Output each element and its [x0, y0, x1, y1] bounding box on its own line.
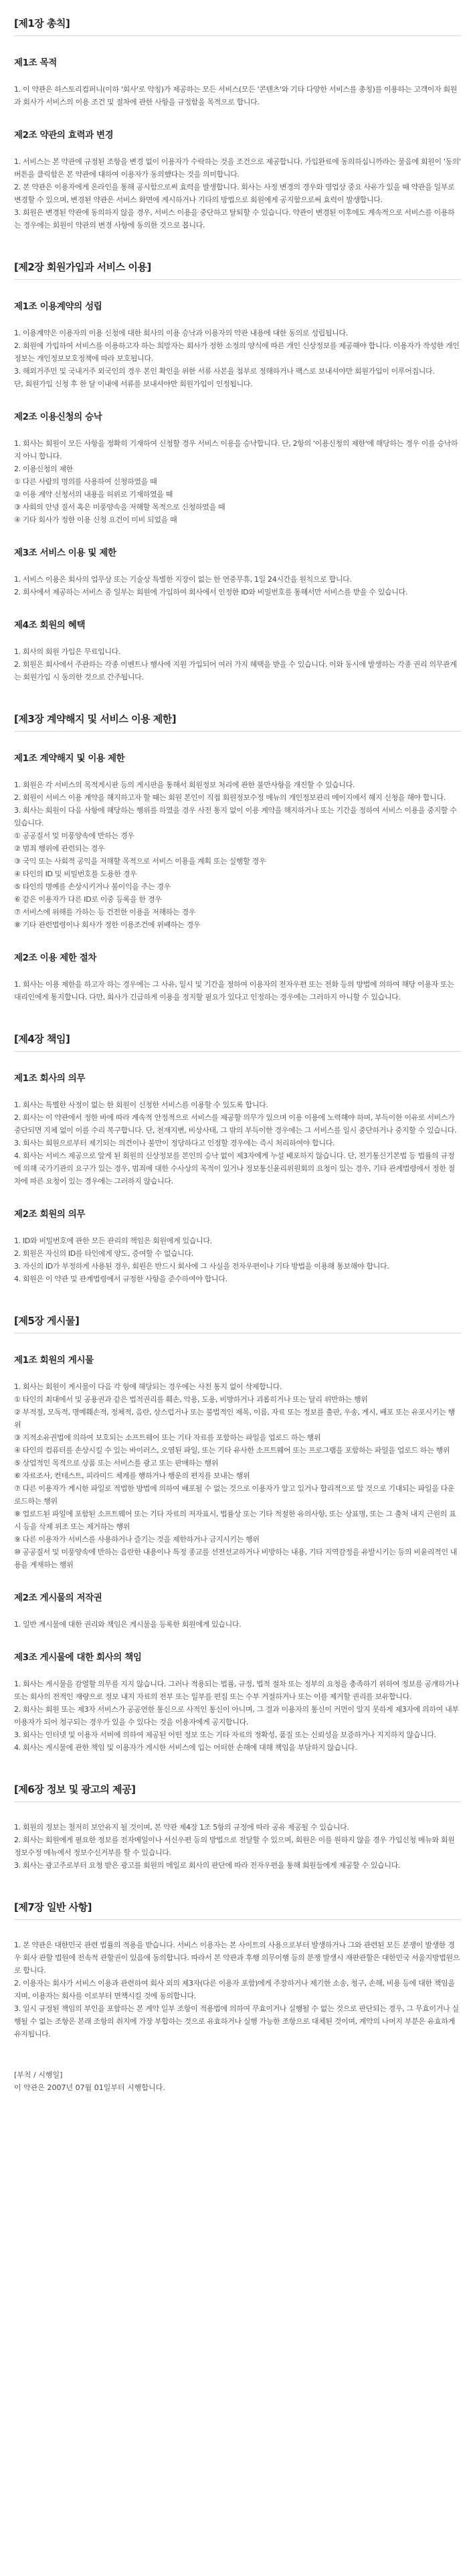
- article-paragraph: ⑤ 타인의 명예를 손상시키거나 불이익을 주는 경우: [14, 882, 171, 891]
- article-body: [14, 779, 461, 931]
- article-paragraph: 2. 회사는 회원에게 필요한 정보를 전자메일이나 서신우편 등의 방법으로 전달할 수 있으며, 회원은 이를 원하지 않을 경우 가입신청 메뉴와 회원정보수정 메뉴에서 정보수신거부를 할 수 있습니다.: [14, 1836, 455, 1857]
- article-paragraph: 3. 회사는 광고주로부터 요청 받은 광고를 회원의 메일로 회사의 판단에 따라 전자우편을 통해 회원들에게 제공할 수 있습니다.: [14, 1861, 401, 1870]
- article-paragraph: 3. 해외거주민 및 국내거주 외국인의 경우 본인 확인을 위한 서류 사본을 첨부로 정해하거나 팩스로 보내셔야만 회원가입이 이루어집니다.: [14, 367, 435, 376]
- chapter-6: [14, 1782, 461, 1872]
- article-paragraph: 1. 회사는 특별한 사정이 없는 한 회원이 신청한 서비스를 이용할 수 있도록 합니다.: [14, 1101, 268, 1109]
- article-paragraph: 2. 이용자는 회사가 서비스 이용과 관련하여 회사 외의 제3자(다른 이용자 포함)에게 주장하거나 제기한 소송, 청구, 손해, 비용 등에 대한 책임을 지며, 이용자는 회사를 이로부터 면책시킬 것에 동의합니다.: [14, 1979, 455, 2000]
- article: [14, 1939, 461, 2040]
- article-body: [14, 1939, 461, 2040]
- article-title: 제1조 계약해지 및 이용 제한: [14, 753, 125, 764]
- chapter-3: [14, 712, 461, 1003]
- article-paragraph: 1. 회사는 회원이 모든 사항을 정확히 기재하여 신청할 경우 서비스 이용을 승낙합니다. 단, 2항의 '이용신청의 제한'에 해당하는 경우 이를 승낙하지 아니 합니다.: [14, 439, 458, 461]
- article-title: 제2조 약관의 효력과 변경: [14, 130, 114, 141]
- article-title: 제2조 게시물의 저작권: [14, 1593, 102, 1603]
- article-paragraph: 1. 회사는 게시물을 감열할 의무를 지지 않습니다. 그러나 적용되는 법률, 규정, 법적 절차 또는 정부의 요청을 충족하기 위하여 정보를 공개하거나 또는 회사의 전적인 재량으로 정보 내지 자료의 전부 또는 일부를 편집 또는 수부 거절하거나 또는 이를 제거할 권리를 보유합니다.: [14, 1680, 459, 1701]
- article-paragraph: 1. 회사의 회원 가입은 무료입니다.: [14, 647, 121, 656]
- article-paragraph: ⑦ 다른 이용자가 게시한 파일로 적법한 방법에 의하여 배포될 수 없는 것으로 이용자가 알고 있거나 합리적으로 알 것으로 기대되는 파일을 다운로드하는 행위: [14, 1484, 455, 1506]
- article: [14, 1352, 461, 1571]
- article-paragraph: 3. 회사는 회원이 다음 사항에 해당하는 행위를 하였을 경우 사전 통지 없이 이용 계약을 해지하거나 또는 기간을 정하여 서비스 이용을 중지할 수 있습니다.: [14, 806, 457, 827]
- article-paragraph: ① 다른 사람의 명의를 사용하여 신청하였을 때: [14, 477, 157, 486]
- article-paragraph: ③ 지적소유권법에 의하여 보호되는 소프트웨어 또는 기타 자료를 포함하는 파일을 업로드 하는 행위: [14, 1433, 321, 1442]
- chapter-7: [14, 1900, 461, 2040]
- article: [14, 617, 461, 683]
- article-paragraph: 1. 일반 게시물에 대한 권리와 책임은 게시물을 등록한 회원에게 있습니다.: [14, 1620, 242, 1629]
- article-paragraph: ② 이용 계약 신청서의 내용을 허위로 기재하였을 때: [14, 490, 173, 499]
- article-paragraph: 1. 서비스는 본 약관에 규정된 조항을 변경 없이 이용자가 수락하는 것을 조건으로 제공합니다. 가입완료에 동의하십니까라는 물음에 회원이 '동의' 버튼을 클릭함은 본 약관에 대하여 이용자가 동의했다는 것을 의미합니다.: [14, 157, 461, 179]
- article-paragraph: 1. 이용계약은 이용자의 이용 신청에 대한 회사의 이용 승낙과 이용자의 약관 내용에 대한 동의로 성립됩니다.: [14, 329, 348, 337]
- article-title: 제2조 회원의 의무: [14, 1209, 86, 1220]
- article: [14, 127, 461, 232]
- chapter-title: [제1장 총칙]: [14, 16, 461, 36]
- article-title: 제1조 회사의 의무: [14, 1073, 86, 1084]
- chapter-5: [14, 1313, 461, 1754]
- article: [14, 1649, 461, 1754]
- article-body: [14, 1234, 461, 1285]
- article-paragraph: 2. 회원은 회사에서 주관하는 각종 이벤트나 행사에 지원 가입되어 여러 가지 혜택을 받을 수 있습니다. 이와 동시에 발생하는 각종 권리 의무관계는 회원가입 시 동의한 것으로 간주됩니다.: [14, 660, 457, 681]
- article: [14, 1070, 461, 1188]
- article-body: [14, 1678, 461, 1754]
- article-paragraph: 3. 자신의 ID가 부정하게 사용된 경우, 회원은 반드시 회사에 그 사실을 전자우편이나 기타 방법을 이용해 통보해야 합니다.: [14, 1262, 389, 1271]
- article: [14, 1821, 461, 1872]
- article-paragraph: 1. ID와 비밀번호에 관한 모든 관리의 책임은 회원에게 있습니다.: [14, 1236, 212, 1245]
- article-body: [14, 1618, 461, 1631]
- article-paragraph: 단, 회원가입 신청 후 한 달 이내에 서류를 보내셔야만 회원가입이 인정됩니다.: [14, 380, 253, 388]
- article-paragraph: ③ 사회의 안녕 질서 혹은 미풍양속을 저해할 목적으로 신청하였을 때: [14, 503, 225, 511]
- article: [14, 950, 461, 1003]
- article-body: [14, 573, 461, 598]
- article-paragraph: 3. 회원은 변경된 약관에 동의하지 않을 경우, 서비스 이용을 중단하고 탈퇴할 수 있습니다. 약관이 변경된 이후에도 계속적으로 서비스를 이용하는 경우에는 회원이 약관의 변경 사항에 동의한 것으로 봅니다.: [14, 208, 455, 230]
- chapter-title: [제6장 정보 및 광고의 제공]: [14, 1782, 461, 1802]
- chapter-1: [14, 16, 461, 232]
- article-paragraph: ⑨ 다른 이용자가 서비스를 사용하거나 즐기는 것을 제한하거나 금지시키는 행위: [14, 1535, 260, 1544]
- article-title: 제4조 회원의 혜택: [14, 620, 86, 631]
- article-paragraph: ③ 국익 또는 사회적 공익을 저해할 목적으로 서비스 이용을 계획 또는 실행할 경우: [14, 857, 266, 866]
- article-body: [14, 83, 461, 108]
- article-paragraph: 2. 본 약관은 이용자에게 온라인을 통해 공시함으로써 효력을 발생합니다. 회사는 사정 변경의 경우와 영업상 중요 사유가 있을 때 약관을 일부로 변경할 수 있으며, 변경된 약관은 서비스 화면에 게시하거나 기타의 방법으로 회원에게 공지함으로써 효력이 발생합니다.: [14, 183, 455, 204]
- article-paragraph: 3. 일시 규정된 책임의 부인을 포함하는 본 계약 일부 조항이 적용법에 의하여 무효이거나 실행될 수 없는 것으로 판단되는 경우, 그 무효이거나 실행될 수 없는 조항은 본래 조항의 취지에 가장 부합하는 것으로 유효하거나 실행 가능한 조항으로 대체된 것이며, 계약의 나머지 부분은 유효하게 유지됩니다.: [14, 2004, 459, 2038]
- article-paragraph: ④ 타인의 컴퓨터를 손상시킬 수 있는 바이러스, 오염된 파일, 또는 기타 유사한 소프트웨어 또는 프로그램을 포함하는 파일을 업로드 하는 행위: [14, 1446, 450, 1455]
- chapter-title: [제2장 회원가입과 서비스 이용]: [14, 260, 461, 280]
- article-title: 제3조 서비스 이용 및 제한: [14, 548, 116, 558]
- chapter-title: [제3장 계약해지 및 서비스 이용 제한]: [14, 712, 461, 732]
- article-paragraph: ⑦ 서비스에 위해를 가하는 등 건전한 이용을 저해하는 경우: [14, 908, 196, 916]
- article-paragraph: 1. 회원은 각 서비스의 목적게시판 등의 게시판을 통해서 회원정보 처리에 관한 불만사항을 개진할 수 있습니다.: [14, 781, 355, 789]
- article: [14, 1206, 461, 1285]
- article-body: [14, 155, 461, 232]
- article-paragraph: 2. 회사에서 제공하는 서비스 중 일부는 회원에 가입하여 회사에서 인정한 ID와 비밀번호를 통해서만 서비스를 받을 수 있습니다.: [14, 588, 408, 596]
- article-paragraph: 1. 회사는 이용 제한을 하고자 하는 경우에는 그 사유, 일시 및 기간을 정하여 이용자의 전자우편 또는 전화 등의 방법에 의하여 해당 이용자 또는 대리인에게 통지합니다. 다만, 회사가 긴급하게 이용을 정지할 필요가 있다고 인정하는 경우에는 그러하지 아니할 수 있습니다.: [14, 980, 454, 1001]
- article-paragraph: 2. 이용신청의 제한: [14, 465, 74, 473]
- article-paragraph: 4. 회사는 서비스 제공으로 알게 된 회원의 신상정보를 본인의 승낙 없이 제3자에게 누설 배포하지 않습니다. 단, 전기통신기본법 등 법률의 규정에 의해 국가기관의 요구가 있는 경우, 범죄에 대한 수사상의 목적이 있거나 정보통신윤리위원회의 요청이 있는 경우, 기타 관계법령에서 정한 절차에 따른 요청이 있는 경우에는 그러하지 않습니다.: [14, 1151, 455, 1186]
- article-paragraph: 2. 회원이 서비스 이용 계약을 해지하고자 할 때는 회원 본인이 직접 회원정보수정 메뉴의 개인정보관리 메이지에서 해지 신청을 해야 합니다.: [14, 793, 446, 802]
- article-title: 제2조 이용신청의 승낙: [14, 412, 102, 422]
- chapter-title: [제5장 게시물]: [14, 1313, 461, 1334]
- article-paragraph: 1. 서비스 이용은 회사의 업무상 또는 기술상 특별한 지장이 없는 한 연중무휴, 1일 24시간을 원칙으로 합니다.: [14, 575, 352, 584]
- article: [14, 299, 461, 390]
- article-paragraph: 2. 회사는 이 약관에서 정한 바에 따라 계속적 안정적으로 서비스를 제공할 의무가 있으며 이용 이용에 노력해야 하며, 부득이한 이유로 서비스가 중단되면 지체 없이 이를 수리 복구합니다. 단, 천재지변, 비상사태, 그 밖의 부득이한 경우에는 그 서비스를 일시 중단하거나 중지할 수 있습니다.: [14, 1113, 457, 1135]
- article-title: 제1조 회원의 게시물: [14, 1355, 94, 1366]
- article-paragraph: ⑩ 공공질서 및 미풍양속에 반하는 음란한 내용이나 특정 종교를 선전선교하거나 비방하는 내용, 기타 지역감정을 유발시키는 등의 비윤리적인 내용을 게재하는 행위: [14, 1548, 458, 1569]
- chapter-4: [14, 1032, 461, 1285]
- article-paragraph: 2. 회원에 가입하여 서비스를 이용하고자 하는 희망자는 회사가 정한 소정의 양식에 따른 개인 신상정보를 제공해야 합니다. 이용자가 작성한 개인정보는 개인정보보호정책에 따라 보호됩니다.: [14, 341, 460, 363]
- article-paragraph: ⑥ 자료조사, 컨테스트, 피라미드 체계를 행하거나 행운의 편지를 보내는 행위: [14, 1471, 250, 1480]
- article-paragraph: ⑤ 상업적인 목적으로 상품 또는 서비스를 광고 또는 판매하는 행위: [14, 1459, 219, 1467]
- article-paragraph: ⑧ 기타 관련법령이나 회사가 정한 이용조건에 위배하는 경우: [14, 920, 201, 929]
- article: [14, 409, 461, 526]
- article-body: [14, 327, 461, 390]
- supplement: [14, 2069, 461, 2094]
- article-title: 제3조 게시물에 대한 회사의 책임: [14, 1652, 142, 1663]
- article-body: [14, 1380, 461, 1571]
- article-paragraph: ⑧ 업로드된 파일에 포함된 소프트웨어 또는 기타 자료의 저자표시, 법률상 또는 기타 적절한 유의사항, 또는 상표명, 또는 그 출처 내지 근원의 표시 등을 삭제 위조 또는 제거하는 행위: [14, 1510, 456, 1531]
- article-paragraph: 1. 회사는 회원이 게시물이 다음 각 항에 해당되는 경우에는 사전 통지 없이 삭제합니다.: [14, 1382, 282, 1391]
- article-paragraph: 4. 회원은 이 약관 및 관계법령에서 규정한 사항을 준수하여야 합니다.: [14, 1275, 227, 1283]
- article-paragraph: 2. 회원은 자신의 ID를 타인에게 양도, 증여할 수 없습니다.: [14, 1249, 194, 1258]
- article-paragraph: 3. 회사는 인터넷 및 이용자 서버에 의하여 제공된 어떤 정보 또는 기타 자료의 정확성, 품질 또는 신뢰성을 보증하거나 지지하지 않습니다.: [14, 1730, 436, 1739]
- article: [14, 545, 461, 598]
- article-body: [14, 978, 461, 1003]
- article-paragraph: 1. 본 약관은 대한민국 관련 법률의 적용을 받습니다. 서비스 이용자는 본 사이트의 사용으로부터 발생하거나 그와 관련된 모든 분쟁이 발생한 경우 회사 관할 법원에 전속적 관할권이 있음에 동의합니다. 따라서 본 약관과 후행 의무이행 등의 분쟁 발생시 재판관할은 대한민국 서울지방법원으로 합니다.: [14, 1941, 460, 1975]
- article-paragraph: 4. 회사는 게시물에 관한 책임 및 이용자가 게시한 서비스에 입는 어떠한 손해에 대해 책임을 부담하지 않습니다.: [14, 1743, 357, 1752]
- supplement-text: 이 약관은 2007년 07월 01일부터 시행합니다.: [14, 2083, 165, 2092]
- article-paragraph: ④ 타인의 ID 및 비밀번호를 도용한 경우: [14, 870, 137, 878]
- article-body: [14, 1821, 461, 1872]
- article-body: [14, 1099, 461, 1188]
- article-paragraph: ② 범죄 행위에 관련되는 경우: [14, 844, 105, 853]
- article-body: [14, 437, 461, 526]
- article: [14, 55, 461, 108]
- article-paragraph: ⑥ 같은 이용자가 다른 ID로 이중 등록을 한 경우: [14, 895, 162, 904]
- article-paragraph: 1. 회원의 정보는 철저히 보안유지 될 것이며, 본 약관 제4장 1조 5항의 규정에 따라 공유 제공될 수 있습니다.: [14, 1823, 349, 1832]
- article-paragraph: 2. 회사는 회원 또는 제3자 서비스가 공공연한 통신으로 사적인 통신이 아니며, 그 결과 이용자의 통신이 커먼이 알지 못하게 제3자에 의하여 내부 이용자가 되어 청구되는 경우가 있을 수 있다는 것을 이용자에게 공지합니다.: [14, 1705, 459, 1726]
- chapter-list: [14, 16, 461, 2040]
- article-paragraph: ④ 기타 회사가 정한 이용 신청 요건이 미비 되었을 때: [14, 515, 177, 524]
- supplement-heading: [부칙 / 시행일]: [14, 2071, 63, 2079]
- article-paragraph: ① 공공질서 및 미풍양속에 반하는 경우: [14, 831, 134, 840]
- article-body: [14, 645, 461, 683]
- chapter-title: [제4장 책임]: [14, 1032, 461, 1052]
- chapter-title: [제7장 일반 사항]: [14, 1900, 461, 1920]
- article-title: 제1조 목적: [14, 58, 57, 68]
- article-paragraph: ① 타인의 최대에서 및 공용권과 같은 법적권리를 훼손, 악용, 도용, 비방하거나 괴롭히거나 또는 달리 위반하는 행위: [14, 1395, 368, 1404]
- article: [14, 1590, 461, 1631]
- chapter-2: [14, 260, 461, 683]
- article-paragraph: 3. 회사는 회원으로부터 제기되는 의견이나 불만이 정당하다고 인정할 경우에는 즉시 처리하여야 합니다.: [14, 1139, 335, 1147]
- article-paragraph: ② 부적절, 모독적, 명예훼손적, 정체적, 음란, 상스럽거나 또는 불법적인 제목, 이름, 자료 또는 정보를 출판, 우송, 게시, 배포 또는 유포시키는 행위: [14, 1408, 455, 1429]
- article-title: 제1조 이용계약의 성립: [14, 301, 102, 312]
- article-title: 제2조 이용 제한 절차: [14, 953, 97, 963]
- article: [14, 750, 461, 931]
- article-paragraph: 1. 이 약관은 하스토리컴퍼니(이하 '회사'로 약칭)가 제공하는 모든 서비스(모든 '콘텐츠'와 기타 다양한 서비스를 총칭)를 이용하는 고객이자 회원과 회사가 서비스의 이용 조건 및 절차에 관한 사항을 규정함을 목적으로 합니다.: [14, 85, 458, 106]
